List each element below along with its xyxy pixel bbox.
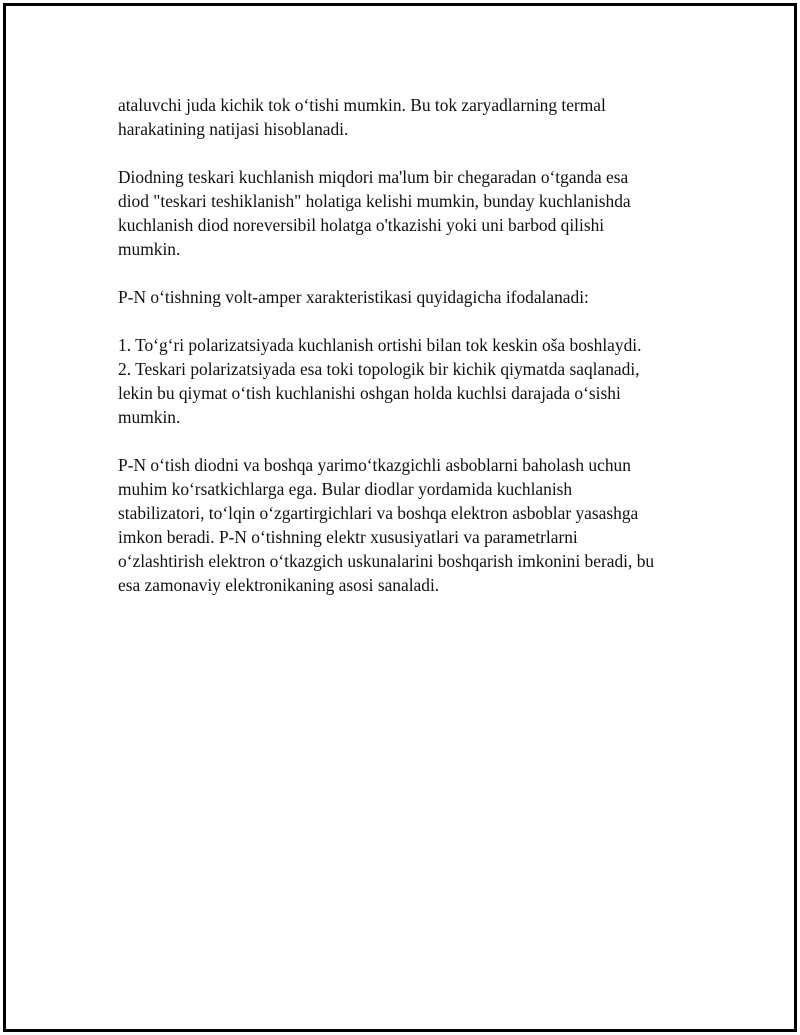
text-line: harakatining natijasi hisoblanadi. — [118, 119, 349, 139]
text-line: stabilizatori, to‘lqin o‘zgartirgichlari va boshqa elektron asboblar yasashga — [118, 503, 639, 523]
paragraph-applications — [118, 453, 698, 597]
text-line: mumkin. — [118, 407, 181, 427]
text-line: diod "teskari teshiklanish" holatiga kelishi mumkin, bunday kuchlanishda — [118, 191, 631, 211]
paragraph-volt-ampere-intro — [118, 285, 698, 309]
text-line: esa zamonaviy elektronikaning asosi sanaladi. — [118, 575, 440, 595]
document-body — [118, 93, 698, 621]
text-line: P-N o‘tish diodni va boshqa yarimo‘tkazgichli asboblarni baholash uchun — [118, 455, 631, 475]
text-line: ataluvchi juda kichik tok o‘tishi mumkin. Bu tok zaryadlarning termal — [118, 95, 606, 115]
paragraph-thermal-current — [118, 93, 698, 141]
text-line: kuchlanish diod noreversibil holatga o'tkazishi yoki uni barbod qilishi — [118, 215, 605, 235]
text-line: Diodning teskari kuchlanish miqdori ma'lum bir chegaradan o‘tganda esa — [118, 167, 629, 187]
text-line: lekin bu qiymat o‘tish kuchlanishi oshgan holda kuchlsi darajada o‘sishi — [118, 383, 621, 403]
list-item-1: 1. To‘g‘ri polarizatsiyada kuchlanish ortishi bilan tok keskin oša boshlaydi. — [118, 335, 642, 355]
text-line: mumkin. — [118, 239, 181, 259]
text-line: muhim ko‘rsatkichlarga ega. Bular diodlar yordamida kuchlanish — [118, 479, 573, 499]
text-line: P-N o‘tishning volt-amper xarakteristikasi quyidagicha ifodalanadi: — [118, 287, 589, 307]
text-line: o‘zlashtirish elektron o‘tkazgich uskunalarini boshqarish imkonini beradi, bu — [118, 551, 655, 571]
text-line: imkon beradi. P-N o‘tishning elektr xususiyatlari va parametrlarni — [118, 527, 578, 547]
list-item-2: 2. Teskari polarizatsiyada esa toki topologik bir kichik qiymatda saqlanadi, — [118, 359, 640, 379]
paragraph-reverse-breakdown — [118, 165, 698, 261]
paragraph-numbered-list — [118, 333, 698, 429]
